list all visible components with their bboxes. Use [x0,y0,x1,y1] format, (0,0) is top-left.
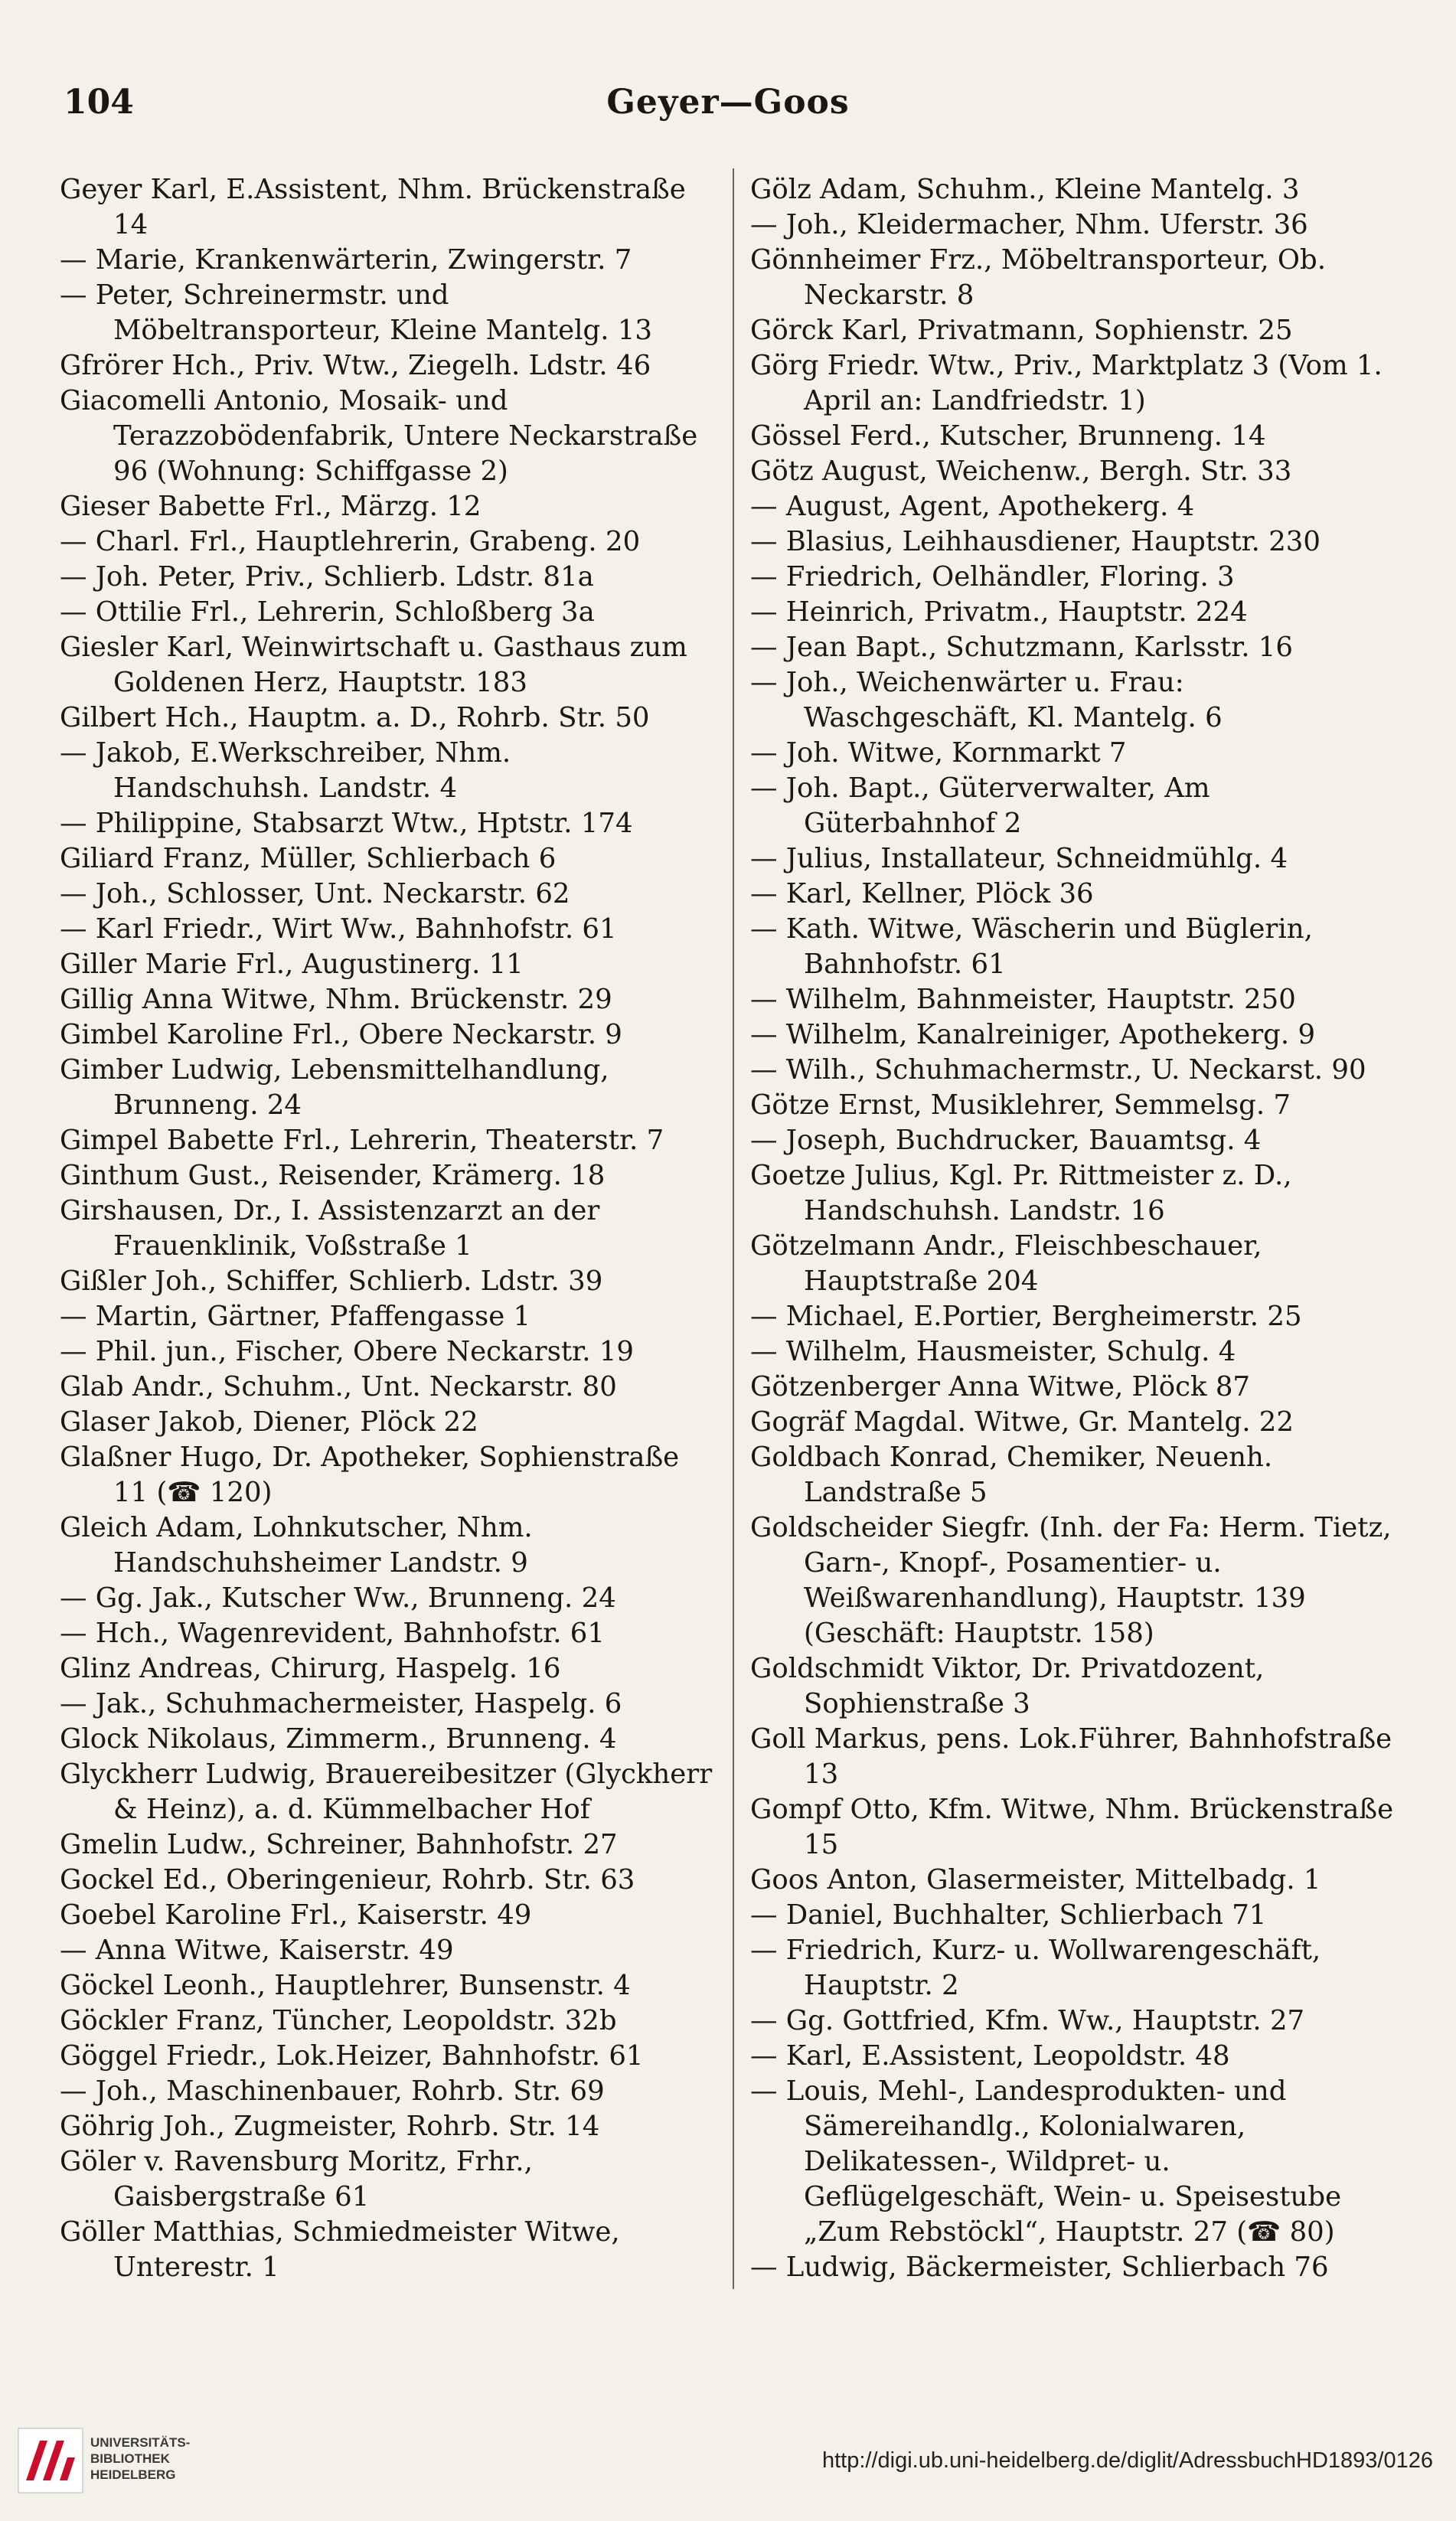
directory-entry: — Blasius, Leihhausdiener, Hauptstr. 230 [750,526,1321,557]
directory-entry: — Phil. jun., Fischer, Obere Neckarstr. 19 [60,1336,634,1367]
directory-entry: Gimbel Karoline Frl., Obere Neckarstr. 9 [60,1019,622,1050]
directory-entry: Girshausen, Dr., I. Assistenzarzt an der Frauenklinik, Voßstraße 1 [60,1195,600,1262]
directory-entry: — August, Agent, Apothekerg. 4 [750,491,1195,522]
directory-entry: Gölz Adam, Schuhm., Kleine Mantelg. 3 [750,174,1300,205]
directory-entry: Gieser Babette Frl., Märzg. 12 [60,491,482,522]
directory-entry: Göggel Friedr., Lok.Heizer, Bahnhofstr. 61 [60,2040,644,2072]
directory-entry: — Louis, Mehl-, Landesprodukten- und Sämereihandlg., Kolonialwaren, Delikatessen-, Wildpret- u. Geflügelgeschäft, Wein- u. Speisestube „Zum Rebstöckl“, Hauptstr. 27 (☎ 80) [750,2075,1342,2248]
directory-entry: Giesler Karl, Weinwirtschaft u. Gasthaus zum Goldenen Herz, Hauptstr. 183 [60,632,687,698]
directory-entry: — Jak., Schuhmachermeister, Haspelg. 6 [60,1688,622,1719]
directory-entry: — Karl Friedr., Wirt Ww., Bahnhofstr. 61 [60,913,617,945]
directory-entry: Glaßner Hugo, Dr. Apotheker, Sophienstraße 11 (☎ 120) [60,1442,680,1508]
directory-entry: Ginthum Gust., Reisender, Krämerg. 18 [60,1160,606,1191]
directory-entry: Giller Marie Frl., Augustinerg. 11 [60,949,524,980]
directory-entry: Glinz Andreas, Chirurg, Haspelg. 16 [60,1653,561,1684]
directory-entry: — Wilhelm, Hausmeister, Schulg. 4 [750,1336,1236,1367]
directory-entry: Gimpel Babette Frl., Lehrerin, Theaterstr. 7 [60,1125,664,1156]
source-url-link[interactable]: http://digi.ub.uni-heidelberg.de/diglit/AdressbuchHD1893/0126 [821,2448,1433,2473]
directory-entry: Glyckherr Ludwig, Brauereibesitzer (Glyckherr & Heinz), a. d. Kümmelbacher Hof [60,1758,713,1825]
directory-entry: Gillig Anna Witwe, Nhm. Brückenstr. 29 [60,984,612,1015]
directory-entry: Giacomelli Antonio, Mosaik- und Terazzobödenfabrik, Untere Neckarstraße 96 (Wohnung: Schiffgasse 2) [60,385,698,487]
directory-entry: Goebel Karoline Frl., Kaiserstr. 49 [60,1899,532,1931]
directory-entry: — Joh. Peter, Priv., Schlierb. Ldstr. 81a [60,561,594,593]
directory-entry: — Anna Witwe, Kaiserstr. 49 [60,1935,454,1966]
directory-entry: Gogräf Magdal. Witwe, Gr. Mantelg. 22 [750,1406,1294,1438]
directory-entry: — Marie, Krankenwärterin, Zwingerstr. 7 [60,244,632,276]
directory-entry: Gilbert Hch., Hauptm. a. D., Rohrb. Str. 50 [60,702,650,733]
directory-entry: Gimber Ludwig, Lebensmittelhandlung, Brunneng. 24 [60,1054,609,1121]
directory-entry: Göhrig Joh., Zugmeister, Rohrb. Str. 14 [60,2111,600,2142]
directory-entry: Gössel Ferd., Kutscher, Brunneng. 14 [750,420,1266,452]
directory-entry: — Jakob, E.Werkschreiber, Nhm. Handschuhsh. Landstr. 4 [60,737,511,804]
directory-entry: — Joh., Kleidermacher, Nhm. Uferstr. 36 [750,209,1308,240]
directory-entry: Gißler Joh., Schiffer, Schlierb. Ldstr. 39 [60,1265,603,1297]
directory-entry: — Joseph, Buchdrucker, Bauamtsg. 4 [750,1125,1262,1156]
directory-entry: Götz August, Weichenw., Bergh. Str. 33 [750,456,1292,487]
page-number: 104 [64,83,134,122]
directory-entry: — Friedrich, Oelhändler, Floring. 3 [750,561,1235,593]
directory-entry: Glab Andr., Schuhm., Unt. Neckarstr. 80 [60,1371,617,1403]
directory-entry: Göckel Leonh., Hauptlehrer, Bunsenstr. 4 [60,1970,631,2001]
directory-entry: — Daniel, Buchhalter, Schlierbach 71 [750,1899,1267,1931]
directory-entry: — Julius, Installateur, Schneidmühlg. 4 [750,843,1288,874]
directory-entry: — Hch., Wagenrevident, Bahnhofstr. 61 [60,1618,605,1649]
directory-entry: — Gg. Jak., Kutscher Ww., Brunneng. 24 [60,1582,616,1614]
library-logo-icon [17,2427,84,2494]
library-name: UNIVERSITÄTS- BIBLIOTHEK HEIDELBERG [90,2435,191,2482]
directory-entry: — Ludwig, Bäckermeister, Schlierbach 76 [750,2252,1329,2283]
directory-entry: Goldscheider Siegfr. (Inh. der Fa: Herm. Tietz, Garn-, Knopf-, Posamentier- u. Weißwarenhandlung), Hauptstr. 139 (Geschäft: Hauptstr. 158) [750,1512,1392,1649]
directory-entry: Göller Matthias, Schmiedmeister Witwe, Unterestr. 1 [60,2216,620,2283]
directory-entry: Götzelmann Andr., Fleischbeschauer, Hauptstraße 204 [750,1230,1262,1297]
directory-entry: Gleich Adam, Lohnkutscher, Nhm. Handschuhsheimer Landstr. 9 [60,1512,533,1579]
directory-entry: — Heinrich, Privatm., Hauptstr. 224 [750,596,1248,628]
directory-entry: — Peter, Schreinermstr. und Möbeltransporteur, Kleine Mantelg. 13 [60,279,653,346]
directory-entry: Giliard Franz, Müller, Schlierbach 6 [60,843,557,874]
page-header [0,77,1456,138]
directory-entry: — Joh. Witwe, Kornmarkt 7 [750,737,1127,769]
directory-entry: — Wilhelm, Bahnmeister, Hauptstr. 250 [750,984,1296,1015]
directory-entry: Goldschmidt Viktor, Dr. Privatdozent, Sophienstraße 3 [750,1653,1265,1719]
directory-entry: Gfrörer Hch., Priv. Wtw., Ziegelh. Ldstr. 46 [60,350,651,381]
directory-entry: — Philippine, Stabsarzt Wtw., Hptstr. 174 [60,808,633,839]
directory-entry: Görck Karl, Privatmann, Sophienstr. 25 [750,315,1293,346]
directory-entry: Gompf Otto, Kfm. Witwe, Nhm. Brückenstraße 15 [750,1794,1394,1860]
directory-entry: — Wilhelm, Kanalreiniger, Apothekerg. 9 [750,1019,1316,1050]
left-column [60,172,714,2285]
column-divider [733,168,734,2289]
directory-entry: Glock Nikolaus, Zimmerm., Brunneng. 4 [60,1723,617,1755]
directory-entry: Göler v. Ravensburg Moritz, Frhr., Gaisbergstraße 61 [60,2146,533,2212]
directory-entry: Görg Friedr. Wtw., Priv., Marktplatz 3 (Vom 1. April an: Landfriedstr. 1) [750,350,1383,416]
directory-entry: — Martin, Gärtner, Pfaffengasse 1 [60,1301,531,1332]
page-footer [0,2419,1456,2521]
directory-entry: — Friedrich, Kurz- u. Wollwarengeschäft, Hauptstr. 2 [750,1935,1321,2001]
directory-entry: Götze Ernst, Musiklehrer, Semmelsg. 7 [750,1089,1291,1121]
directory-entry: — Karl, E.Assistent, Leopoldstr. 48 [750,2040,1230,2072]
directory-entry: Götzenberger Anna Witwe, Plöck 87 [750,1371,1250,1403]
directory-entry: — Jean Bapt., Schutzmann, Karlsstr. 16 [750,632,1293,663]
directory-entry: Goos Anton, Glasermeister, Mittelbadg. 1 [750,1864,1321,1896]
directory-entry: — Joh., Schlosser, Unt. Neckarstr. 62 [60,878,570,909]
directory-entry: Gmelin Ludw., Schreiner, Bahnhofstr. 27 [60,1829,618,1860]
directory-entry: — Joh., Maschinenbauer, Rohrb. Str. 69 [60,2075,605,2107]
directory-entry: — Charl. Frl., Hauptlehrerin, Grabeng. 20 [60,526,641,557]
directory-entry: Goll Markus, pens. Lok.Führer, Bahnhofstraße 13 [750,1723,1392,1790]
directory-entry: — Michael, E.Portier, Bergheimerstr. 25 [750,1301,1302,1332]
directory-entry: Goldbach Konrad, Chemiker, Neuenh. Landstraße 5 [750,1442,1273,1508]
directory-entry: Goetze Julius, Kgl. Pr. Rittmeister z. D., Handschuhsh. Landstr. 16 [750,1160,1292,1226]
directory-entry: — Karl, Kellner, Plöck 36 [750,878,1094,909]
running-head: Geyer—Goos [606,83,850,122]
directory-entry: Geyer Karl, E.Assistent, Nhm. Brückenstraße 14 [60,174,686,240]
directory-entry: Gockel Ed., Oberingenieur, Rohrb. Str. 63 [60,1864,635,1896]
directory-entry: — Joh. Bapt., Güterverwalter, Am Güterbahnhof 2 [750,772,1210,839]
right-column [750,172,1405,2285]
directory-entry: — Ottilie Frl., Lehrerin, Schloßberg 3a [60,596,595,628]
directory-entry: — Joh., Weichenwärter u. Frau: Waschgeschäft, Kl. Mantelg. 6 [750,667,1223,733]
directory-entry: Glaser Jakob, Diener, Plöck 22 [60,1406,478,1438]
directory-entry: Göckler Franz, Tüncher, Leopoldstr. 32b [60,2005,617,2036]
directory-entry: — Gg. Gottfried, Kfm. Ww., Hauptstr. 27 [750,2005,1305,2036]
directory-entry: Gönnheimer Frz., Möbeltransporteur, Ob. Neckarstr. 8 [750,244,1327,311]
directory-entry: — Kath. Witwe, Wäscherin und Büglerin, Bahnhofstr. 61 [750,913,1313,980]
directory-entry: — Wilh., Schuhmachermstr., U. Neckarst. 90 [750,1054,1366,1086]
